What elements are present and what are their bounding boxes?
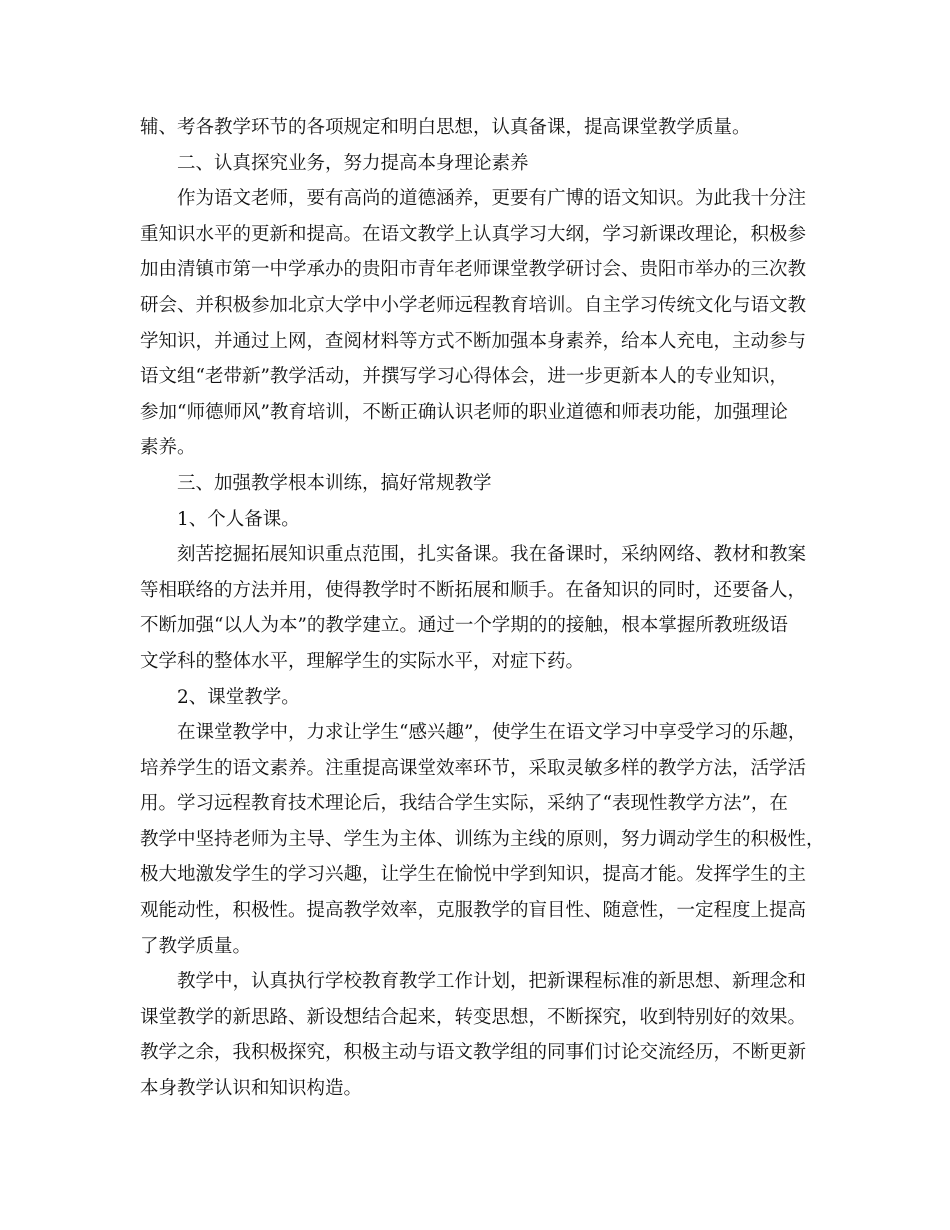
section-heading: 二、认真探究业务，努力提高本身理论素养 bbox=[177, 152, 529, 174]
text-line: 学知识，并通过上网，查阅材料等方式不断加强本身素养，给本人充电，主动参与 bbox=[140, 330, 807, 352]
text-line: 观能动性，积极性。提高教学效率，克服教学的盲目性、随意性，一定程度上提高 bbox=[140, 900, 807, 922]
text-line: 教学中坚持老师为主导、学生为主体、训练为主线的原则，努力调动学生的积极性， bbox=[140, 828, 825, 850]
subsection-heading: 1、个人备课。 bbox=[177, 508, 300, 530]
subsection-heading: 2、课堂教学。 bbox=[177, 686, 300, 708]
text-line: 作为语文老师，要有高尚的道德涵养，更要有广博的语文知识。为此我十分注 bbox=[177, 188, 807, 210]
text-line: 语文组“老带新”教学活动，并撰写学习心得体会，进一步更新本人的专业知识， bbox=[140, 366, 788, 388]
text-line: 教学中，认真执行学校教育教学工作计划，把新课程标准的新思想、新理念和 bbox=[177, 971, 807, 993]
text-line: 研会、并积极参加北京大学中小学老师远程教育培训。自主学习传统文化与语文教 bbox=[140, 294, 807, 316]
text-line: 辅、考各教学环节的各项规定和明白思想，认真备课，提高课堂教学质量。 bbox=[140, 117, 751, 138]
text-line: 素养。 bbox=[140, 437, 196, 459]
document-body bbox=[140, 110, 825, 1107]
text-line: 本身教学认识和知识构造。 bbox=[140, 1078, 363, 1100]
text-line: 培养学生的语文素养。注重提高课堂效率环节，采取灵敏多样的教学方法，活学活 bbox=[140, 757, 807, 779]
text-line: 刻苦挖掘拓展知识重点范围，扎实备课。我在备课时，采纳网络、教材和教案 bbox=[177, 544, 807, 566]
text-line: 了教学质量。 bbox=[140, 935, 252, 957]
text-line: 极大地激发学生的学习兴趣，让学生在愉悦中学到知识，提高才能。发挥学生的主 bbox=[140, 864, 807, 886]
text-line: 用。学习远程教育技术理论后，我结合学生实际，采纳了“表现性教学方法”，在 bbox=[140, 793, 788, 815]
text-line: 教学之余，我积极探究，积极主动与语文教学组的同事们讨论交流经历，不断更新 bbox=[140, 1042, 807, 1064]
text-line: 等相联络的方法并用，使得教学时不断拓展和顺手。在备知识的同时，还要备人， bbox=[140, 579, 807, 601]
text-line: 不断加强“以人为本”的教学建立。通过一个学期的的接触，根本掌握所教班级语 bbox=[140, 615, 788, 637]
text-line: 文学科的整体水平，理解学生的实际水平，对症下药。 bbox=[140, 650, 585, 672]
text-line: 参加“师德师风”教育培训，不断正确认识老师的职业道德和师表功能，加强理论 bbox=[140, 401, 788, 423]
text-line: 重知识水平的更新和提高。在语文教学上认真学习大纲，学习新课改理论，积极参 bbox=[140, 223, 807, 245]
text-line: 在课堂教学中，力求让学生“感兴趣”，使学生在语文学习中享受学习的乐趣， bbox=[177, 722, 807, 744]
text-line: 课堂教学的新思路、新设想结合起来，转变思想，不断探究，收到特别好的效果。 bbox=[140, 1006, 807, 1028]
text-line: 加由清镇市第一中学承办的贵阳市青年老师课堂教学研讨会、贵阳市举办的三次教 bbox=[140, 259, 807, 281]
section-heading: 三、加强教学根本训练，搞好常规教学 bbox=[177, 472, 492, 494]
